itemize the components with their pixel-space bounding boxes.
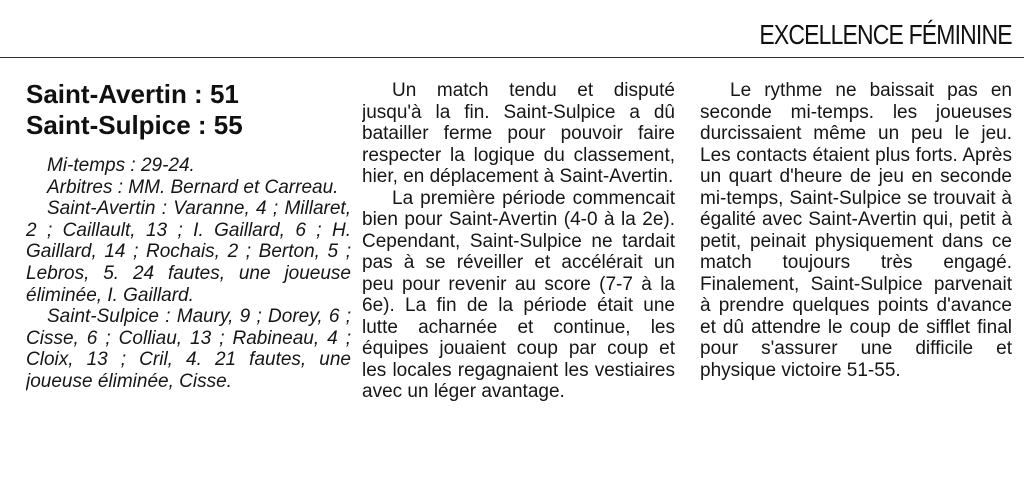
score-away: Saint-Sulpice : 55 (26, 110, 243, 140)
section-header (0, 0, 1024, 62)
column-results (26, 78, 351, 488)
article-paragraph-1: Un match tendu et disputé jusqu'à la fin. Saint-Sulpice a dû batailler ferme pour pouvoir faire respecter la logique du classement, hier, en déplacement à Saint-Avertin. (362, 80, 675, 187)
halftime-score: Mi-temps : 29-24. (47, 155, 195, 176)
header-rule (0, 57, 1024, 58)
article-paragraph-2: La première période commencait bien pour Saint-Avertin (4-0 à la 2e). Cependant, Saint-Sulpice ne tardait pas à se réveiller et accélérait un peu pour revenir au score (7-7 à la 6e). La fin de la période était une lutte acharnée et continue, les équipes jouaient coup par coup et les locales regagnaient les vestiaires avec un léger avantage. (362, 187, 675, 402)
section-title: EXCELLENCE FÉMININE (759, 19, 1012, 50)
lineup-away: Saint-Sulpice : Maury, 9 ; Dorey, 6 ; Cisse, 6 ; Colliau, 13 ; Rabineau, 4 ; Cloix, 13 ; Cril, 4. 21 fautes, une joueuse éliminée, Cisse. (26, 306, 351, 392)
column-article-2 (700, 80, 1012, 490)
match-info (26, 155, 351, 393)
article-paragraph-3: Le rythme ne baissait pas en seconde mi-temps. les joueuses durcissaient même un peu le jeu. Les contacts étaient plus forts. Après un quart d'heure de jeu en seconde mi-temps, Saint-Sulpice se trouvait à égalité avec Saint-Avertin qui, petit à petit, peinait physiquement dans ce match toujours très engagé. Finalement, Saint-Sulpice parvenait à prendre quelques points d'avance et dû attendre le coup de sifflet final pour s'assurer une difficile et physique victoire 51-55. (700, 80, 1012, 381)
column-article-1 (362, 80, 675, 490)
score-block (26, 79, 351, 141)
score-home: Saint-Avertin : 51 (26, 79, 239, 109)
referees: Arbitres : MM. Bernard et Carreau. (47, 176, 339, 198)
lineup-home: Saint-Avertin : Varanne, 4 ; Millaret, 2 ; Caillault, 13 ; I. Gaillard, 6 ; H. Gaillard, 14 ; Rochais, 2 ; Berton, 5 ; Lebros, 5. 24 fautes, une joueuse éliminée, I. Gaillard. (26, 198, 351, 306)
